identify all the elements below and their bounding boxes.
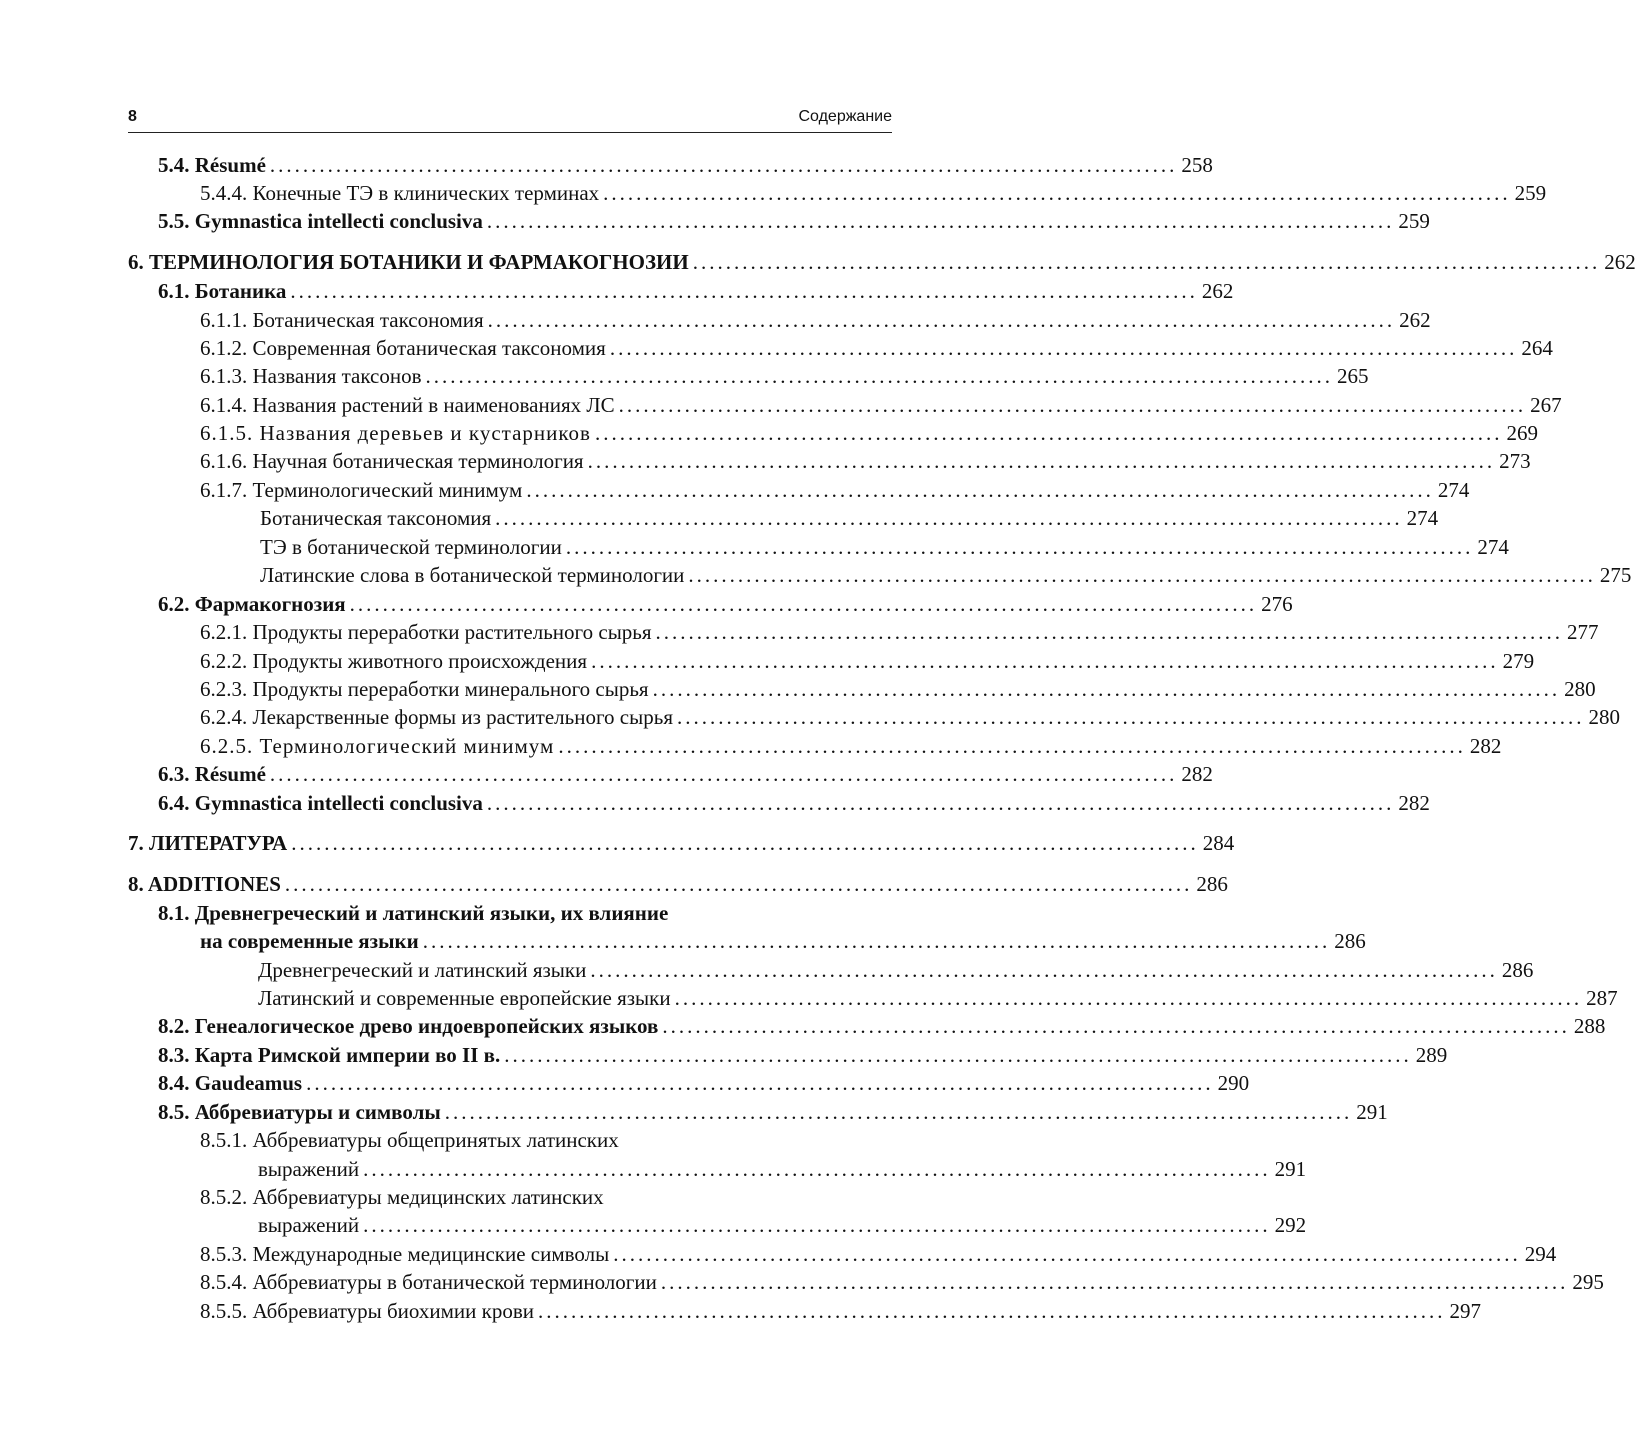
- toc-entry[interactable]: выражений .............................................................................................................. 292: [258, 1213, 1307, 1237]
- toc-entry[interactable]: Ботаническая таксономия .............................................................................................................. 274: [260, 506, 1439, 530]
- toc-entry[interactable]: на современные языки .............................................................................................................. 286: [200, 929, 1366, 953]
- toc-entry[interactable]: 6.1.2. Современная ботаническая таксономия .............................................................................................................. 264: [200, 336, 1553, 360]
- page-number: 8: [128, 108, 137, 125]
- toc-chapter[interactable]: 6. ТЕРМИНОЛОГИЯ БОТАНИКИ И ФАРМАКОГНОЗИИ .............................................................................................................. 262: [128, 250, 1636, 274]
- toc-entry[interactable]: 5.5. Gymnastica intellecti conclusiva .............................................................................................................. 259: [158, 209, 1430, 233]
- toc-entry[interactable]: 8.1. Древнегреческий и латинский языки, их влияние: [158, 901, 669, 925]
- toc-entry[interactable]: 8.5. Аббревиатуры и символы .............................................................................................................. 291: [158, 1100, 1388, 1124]
- toc-entry[interactable]: 6.2.5. Терминологический минимум .............................................................................................................. 282: [200, 734, 1502, 758]
- toc-entry[interactable]: 8.5.5. Аббревиатуры биохимии крови .............................................................................................................. 297: [200, 1299, 1481, 1323]
- toc-entry[interactable]: Латинские слова в ботанической терминологии .............................................................................................................. 275: [260, 563, 1632, 587]
- toc-entry[interactable]: 8.5.1. Аббревиатуры общепринятых латинских: [200, 1128, 619, 1152]
- toc-entry[interactable]: 8.4. Gaudeamus .............................................................................................................. 290: [158, 1071, 1250, 1095]
- toc-entry[interactable]: Древнегреческий и латинский языки .............................................................................................................. 286: [258, 958, 1534, 982]
- toc-entry[interactable]: 6.2. Фармакогнозия .............................................................................................................. 276: [158, 592, 1293, 616]
- toc-entry[interactable]: 5.4.4. Конечные ТЭ в клинических терминах .............................................................................................................. 259: [200, 181, 1547, 205]
- toc-entry[interactable]: 8.5.2. Аббревиатуры медицинских латинских: [200, 1185, 604, 1209]
- toc-entry[interactable]: Латинский и современные европейские языки .............................................................................................................. 287: [258, 986, 1618, 1010]
- toc-entry[interactable]: 8.2. Генеалогическое древо индоевропейских языков .............................................................................................................. 288: [158, 1014, 1606, 1038]
- toc-entry[interactable]: 6.1.7. Терминологический минимум .............................................................................................................. 274: [200, 478, 1470, 502]
- toc-entry[interactable]: 6.1. Ботаника .............................................................................................................. 262: [158, 279, 1234, 303]
- toc-entry[interactable]: 8.5.4. Аббревиатуры в ботанической терминологии .............................................................................................................. 295: [200, 1270, 1604, 1294]
- toc-entry[interactable]: 6.1.5. Названия деревьев и кустарников .............................................................................................................. 269: [200, 421, 1538, 445]
- toc-entry[interactable]: 6.4. Gymnastica intellecti conclusiva .............................................................................................................. 282: [158, 791, 1430, 815]
- toc-entry[interactable]: 6.2.2. Продукты животного происхождения .............................................................................................................. 279: [200, 649, 1535, 673]
- toc-entry[interactable]: 6.1.4. Названия растений в наименованиях ЛС .............................................................................................................. 267: [200, 393, 1562, 417]
- toc-entry[interactable]: 6.2.4. Лекарственные формы из растительного сырья .............................................................................................................. 280: [200, 705, 1620, 729]
- toc-entry[interactable]: 6.2.1. Продукты переработки растительного сырья .............................................................................................................. 277: [200, 620, 1599, 644]
- toc-entry[interactable]: 5.4. Résumé .............................................................................................................. 258: [158, 153, 1213, 177]
- toc-entry[interactable]: ТЭ в ботанической терминологии .............................................................................................................. 274: [260, 535, 1509, 559]
- toc-chapter[interactable]: 8. ADDITIONES .............................................................................................................. 286: [128, 872, 1228, 896]
- toc-entry[interactable]: 8.3. Карта Римской империи во II в. .............................................................................................................. 289: [158, 1043, 1448, 1067]
- toc-entry[interactable]: 8.5.3. Международные медицинские символы .............................................................................................................. 294: [200, 1242, 1557, 1266]
- toc-entry[interactable]: выражений .............................................................................................................. 291: [258, 1157, 1307, 1181]
- toc-entry[interactable]: 6.3. Résumé .............................................................................................................. 282: [158, 762, 1213, 786]
- running-header: [128, 104, 892, 133]
- toc-entry[interactable]: 6.1.3. Названия таксонов .............................................................................................................. 265: [200, 364, 1369, 388]
- toc-entry[interactable]: 6.1.1. Ботаническая таксономия .............................................................................................................. 262: [200, 308, 1431, 332]
- toc-chapter[interactable]: 7. ЛИТЕРАТУРА .............................................................................................................. 284: [128, 831, 1235, 855]
- toc-entry[interactable]: 6.2.3. Продукты переработки минерального сырья .............................................................................................................. 280: [200, 677, 1596, 701]
- section-title: Содержание: [798, 108, 892, 125]
- toc-entry[interactable]: 6.1.6. Научная ботаническая терминология .............................................................................................................. 273: [200, 449, 1531, 473]
